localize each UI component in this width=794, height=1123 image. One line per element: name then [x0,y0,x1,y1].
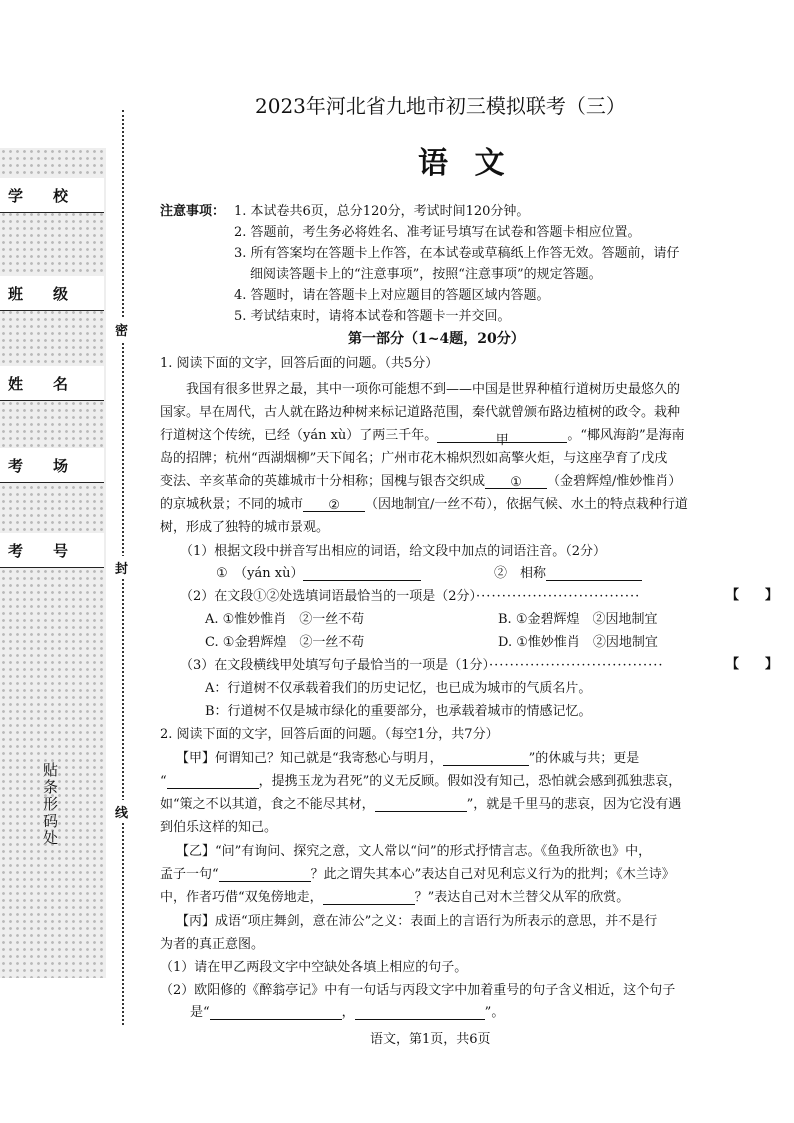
q2-yi-line3: 中，作者巧借“双兔傍地走， ？”表达自己对木兰替父从军的欣赏。 [160,890,630,905]
q1-passage-line6: 的京城秋景；不同的城市 ② （因地制宜/一丝不苟），依据气候、水土的特点栽种行道 [160,497,688,513]
field-school: 学 校 [0,178,104,213]
q2-yi-line2: 孟子一句“ ？此之谓失其本心”表达自己对见利忘义行为的批判；《木兰诗》 [160,867,675,882]
notes-label: 注意事项： [160,204,226,219]
blank-2[interactable]: ② [303,498,365,512]
barcode-area-label: 贴条形码处 [41,762,59,847]
q1-passage-line5: 变法、辛亥革命的英雄城市十分相称；国槐与银杏交织成 ① （金碧辉煌/惟妙惟肖） [160,474,682,490]
blank-jia[interactable]: 甲 [437,429,567,443]
q1-sub2: （2）在文段①②处选填词语最恰当的一项是（2分）································ [180,589,641,604]
binding-strip [0,148,106,978]
q2-blank-yi-1[interactable] [219,868,311,882]
q1-sub2-option-d[interactable]: D. ①惟妙惟肖 ②因地制宜 [498,635,658,650]
field-class: 班 级 [0,276,104,311]
q2-blank-zuiweng-1[interactable] [210,1006,342,1020]
subject-title: 语 文 [418,146,513,181]
q1-sub1-b: ② 相称 [494,562,642,581]
field-exam-room: 考 场 [0,448,104,483]
q2-bing-line1: 【丙】成语“项庄舞剑，意在沛公”之义：表面上的言语行为所表示的意思，并不是行 [176,914,658,929]
q2-blank-yi-2[interactable] [323,891,415,905]
note-item-5: 5. 考试结束时，请将本试卷和答题卡一并交回。 [234,309,511,324]
q2-blank-zuiweng-2[interactable] [355,1006,485,1020]
field-exam-number: 考 号 [0,533,104,568]
q1-stem: 1. 阅读下面的文字，回答后面的问题。（共5分） [160,356,439,371]
q2-yi-line1: 【乙】“问”有询问、探究之意，文人常以“问”的形式抒情言志。《鱼我所欲也》中， [176,844,652,859]
q2-sub1: （1）请在甲乙两段文字中空缺处各填上相应的句子。 [160,960,468,975]
q2-sub2-answer: 是“ ， ”。 [190,1005,505,1020]
q2-blank-jia-3[interactable] [375,798,467,812]
q1-passage-line7: 树，形成了独特的城市景观。 [160,520,330,535]
q1-passage-line1: 我国有很多世界之最，其中一项你可能想不到——中国是世界种植行道树历史最悠久的 [186,382,681,397]
q2-jia-line1: 【甲】何谓知己？知己就是“我寄愁心与明月， ”的休戚与共；更是 [176,751,640,766]
q2-jia-line4: 到伯乐这样的知己。 [160,820,278,835]
q1-passage-line2: 国家。早在周代，古人就在路边种树来标记道路范围，秦代就曾颁布路边植树的政令。栽种 [160,405,681,420]
page-footer: 语文，第1页，共6页 [370,1032,491,1047]
q1-sub3: （3）在文段横线甲处填写句子最恰当的一项是（1分）·································· [180,658,664,673]
q2-jia-line3: 如“策之不以其道，食之不能尽其材， ”，就是千里马的悲哀，因为它没有遇 [160,797,682,812]
note-item-2: 2. 答题前，考生务必将姓名、准考证号填写在试卷和答题卡相应位置。 [234,225,641,240]
answer-blank-b[interactable] [546,567,642,581]
answer-blank-a[interactable] [303,567,421,581]
note-item-1: 1. 本试卷共6页，总分120分，考试时间120分钟。 [234,204,530,219]
note-item-3-cont: 细阅读答题卡上的“注意事项”，按照“注意事项”的规定答题。 [250,267,602,282]
q1-sub2-option-a[interactable]: A. ①惟妙惟肖 ②一丝不苟 [205,612,365,627]
q1-sub1-a: ① （yán xù） [216,562,421,581]
seal-char-mi: 密 [115,318,128,341]
q1-passage-line3: 行道树这个传统，已经（yán xù）了两三千年。 甲 。“椰风海韵”是海南 [160,428,685,448]
q1-sub3-option-b[interactable]: B：行道树不仅是城市绿化的重要部分，也承载着城市的情感记忆。 [205,704,592,719]
q1-passage-line4: 岛的招牌；杭州“西湖烟柳”天下闻名；广州市花木棉炽烈如高擎火炬，与这座孕育了戊戌 [160,451,668,466]
blank-1[interactable]: ① [485,475,547,489]
q1-sub2-option-b[interactable]: B. ①金碧辉煌 ②因地制宜 [498,612,658,627]
q1-sub3-option-a[interactable]: A：行道树不仅承载着我们的历史记忆，也已成为城市的气质名片。 [205,681,592,696]
exam-title: 2023年河北省九地市初三模拟联考（三） [255,94,626,118]
seal-char-xian: 线 [115,800,128,823]
q2-stem: 2. 阅读下面的文字，回答后面的问题。（每空1分，共7分） [160,727,499,742]
field-name: 姓 名 [0,366,104,401]
q2-sub2: （2）欧阳修的《醉翁亭记》中有一句话与丙段文字中加着重号的句子含义相近，这个句子 [160,983,676,998]
q1-sub2-bracket[interactable]: 【 】 [726,588,779,603]
seal-char-feng: 封 [115,556,128,579]
note-item-4: 4. 答题时，请在答题卡上对应题目的答题区域内答题。 [234,288,550,303]
q2-blank-jia-1[interactable] [443,752,529,766]
q2-jia-line2: “ ，提携玉龙为君死”的义无反顾。假如没有知己，恐怕就会感到孤独悲哀， [160,774,682,789]
note-item-3: 3. 所有答案均在答题卡上作答，在本试卷或草稿纸上作答无效。答题前，请仔 [234,246,680,261]
q2-blank-jia-2[interactable] [167,775,259,789]
q1-sub3-bracket[interactable]: 【 】 [726,657,779,672]
q2-bing-line2: 为者的真正意图。 [160,937,265,952]
q1-sub2-option-c[interactable]: C. ①金碧辉煌 ②一丝不苟 [205,635,365,650]
q1-sub1: （1）根据文段中拼音写出相应的词语，给文段中加点的词语注音。（2分） [180,544,607,559]
part1-heading: 第一部分（1~4题，20分） [348,331,525,347]
